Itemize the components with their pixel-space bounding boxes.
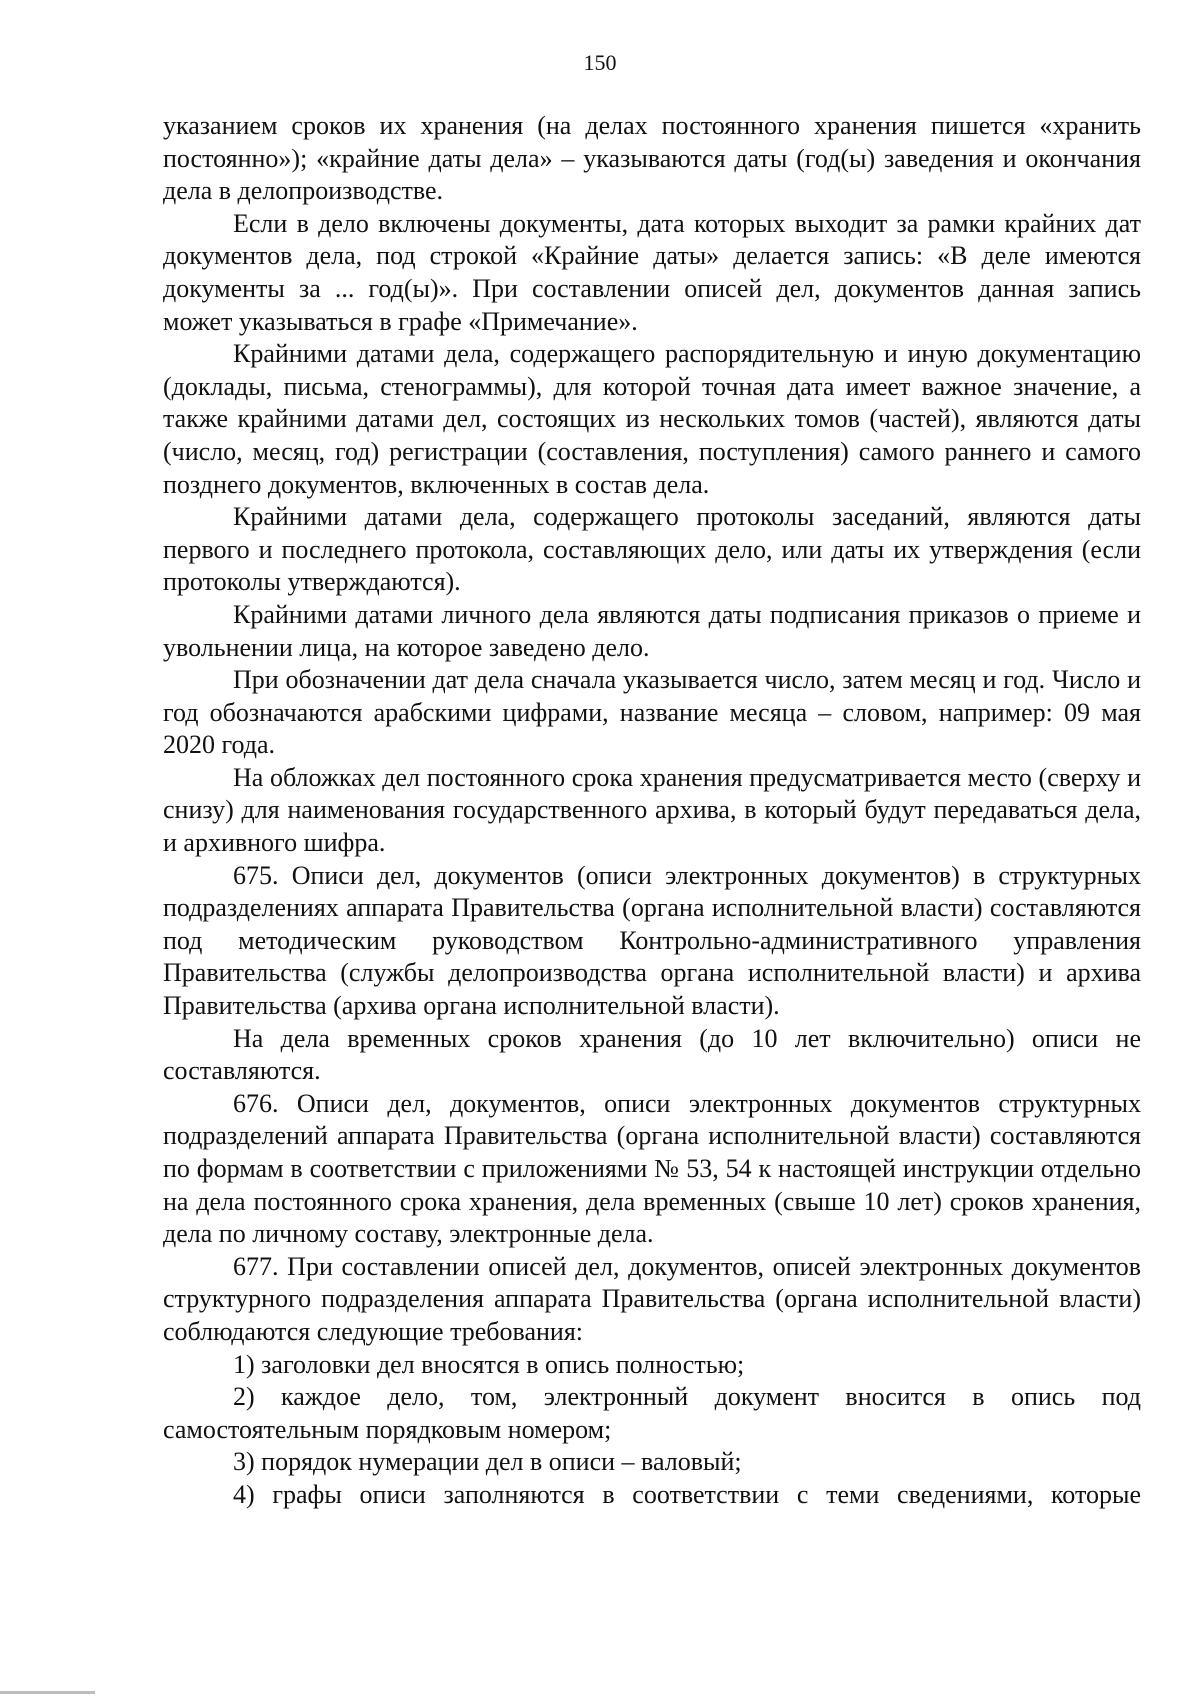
paragraph-675: 675. Описи дел, документов (описи электронных документов) в структурных подразделениях аппарата Правительства (органа исполнительной власти) составляются под методическим руководством Контрольно-административного управления Правительства (службы делопроизводства органа исполнительной власти) и архива Правительства (архива органа исполнительной власти). — [163, 860, 1141, 1021]
document-body — [163, 110, 1141, 1512]
scan-edge-mark — [0, 1691, 95, 1694]
paragraph-outside-dates: Если в дело включены документы, дата которых выходит за рамки крайних дат документов дела, под строкой «Крайние даты» делается запись: «В деле имеются документы за ... год(ы)». При составлении описей дел, документов данная запись может указываться в графе «Примечание». — [163, 208, 1141, 336]
paragraph-continuation: указанием сроков их хранения (на делах постоянного хранения пишется «хранить постоянно»); «крайние даты дела» – указываются даты (год(ы) заведения и окончания дела в делопроизводстве. — [163, 111, 1141, 206]
page-number: 150 — [583, 50, 617, 75]
paragraph-temporary-files: На дела временных сроков хранения (до 10 лет включительно) описи не составляются. — [163, 1023, 1141, 1086]
paragraph-multi-volume-dates: Крайними датами дела, содержащего распорядительную и иную документацию (доклады, письма, стенограммы), для которой точная дата имеет важное значение, а также крайними датами дел, состоящих из нескольких томов (частей), являются даты (число, месяц, год) регистрации (составления, поступления) самого раннего и самого позднего документов, включенных в состав дела. — [163, 339, 1141, 499]
paragraph-677: 677. При составлении описей дел, документов, описей электронных документов структурного подразделения аппарата Правительства (органа исполнительной власти) соблюдаются следующие требования: — [163, 1251, 1141, 1346]
list-item-4: 4) графы описи заполняются в соответствии с теми сведениями, которые — [233, 1479, 1141, 1509]
paragraph-date-format: При обозначении дат дела сначала указывается число, затем месяц и год. Число и год обозначаются арабскими цифрами, название месяца – словом, например: 09 мая 2020 года. — [163, 665, 1141, 760]
paragraph-protocol-dates: Крайними датами дела, содержащего протоколы заседаний, являются даты первого и последнего протокола, составляющих дело, или даты их утверждения (если протоколы утверждаются). — [163, 502, 1141, 597]
paragraph-personal-file-dates: Крайними датами личного дела являются даты подписания приказов о приеме и увольнении лица, на которое заведено дело. — [163, 599, 1141, 662]
paragraph-cover-space: На обложках дел постоянного срока хранения предусматривается место (сверху и снизу) для наименования государственного архива, в который будут передаваться дела, и архивного шифра. — [163, 762, 1141, 858]
list-item-2: 2) каждое дело, том, электронный документ вносится в опись под самостоятельным порядковым номером; — [163, 1382, 1141, 1444]
paragraph-676: 676. Описи дел, документов, описи электронных документов структурных подразделений аппарата Правительства (органа исполнительной власти) составляются по формам в соответствии с приложениями № 53, 54 к настоящей инструкции отдельно на дела постоянного срока хранения, дела временных (свыше 10 лет) сроков хранения, дела по личному составу, электронные дела. — [163, 1088, 1141, 1249]
list-item-3: 3) порядок нумерации дел в описи – валовый; — [233, 1447, 742, 1477]
list-item-1: 1) заголовки дел вносятся в опись полностью; — [233, 1349, 745, 1379]
